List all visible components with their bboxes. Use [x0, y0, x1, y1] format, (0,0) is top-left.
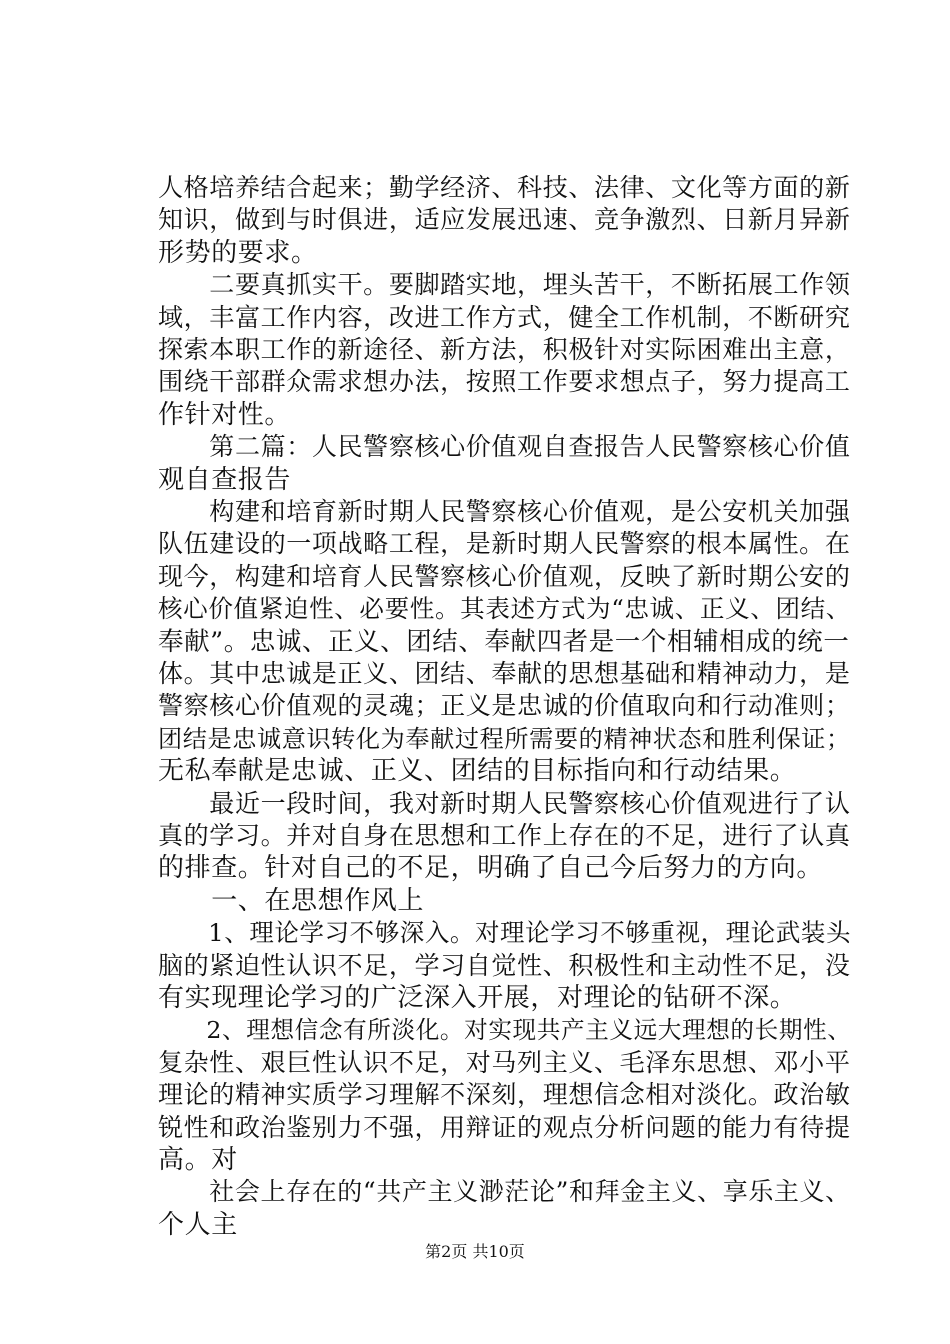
text-line: 形势的要求。 [158, 237, 318, 268]
text-line: 复杂性、艰巨性认识不足，对马列主义、毛泽东思想、邓小平 [158, 1047, 851, 1077]
text-line: 理论的精神实质学习理解不深刻，理想信念相对淡化。政治敏 [158, 1080, 851, 1110]
text-line: 锐性和政治鉴别力不强，用辩证的观点分析问题的能力有待提 [158, 1112, 851, 1142]
text-line: 二要真抓实干。要脚踏实地，埋头苦干，不断拓展工作领 [158, 270, 851, 300]
section-heading: 观自查报告 [158, 464, 292, 495]
text-line: 的排查。针对自己的不足，明确了自己今后努力的方向。 [158, 853, 824, 884]
text-line: 域，丰富工作内容，改进工作方式，健全工作机制，不断研究 [158, 302, 851, 332]
text-line: 队伍建设的一项战略工程，是新时期人民警察的根本属性。在 [158, 529, 851, 559]
text-line: 2、理想信念有所淡化。对实现共产主义远大理想的长期性、 [158, 1016, 852, 1045]
text-line: 高。对 [158, 1145, 238, 1175]
text-line: 围绕干部群众需求想办法，按照工作要求想点子，努力提高工 [158, 367, 851, 397]
text-line: 1、理论学习不够深入。对理论学习不够重视，理论武装头 [158, 918, 852, 948]
text-line: 核心价值紧迫性、必要性。其表述方式为“忠诚、正义、团结、 [158, 594, 851, 624]
text-line: 脑的紧迫性认识不足，学习自觉性、积极性和主动性不足，没 [158, 950, 851, 980]
text-line: 无私奉献是忠诚、正义、团结的目标指向和行动结果。 [158, 756, 797, 787]
section-heading: 第二篇：人民警察核心价值观自查报告人民警察核心价值 [158, 432, 851, 462]
text-line: 社会上存在的“共产主义渺茫论”和拜金主义、享乐主义、 [158, 1177, 851, 1207]
text-line: 作针对性。 [158, 399, 292, 430]
text-line: 知识，做到与时俱进，适应发展迅速、竞争激烈、日新月异新 [158, 205, 851, 235]
text-line: 现今，构建和培育人民警察核心价值观，反映了新时期公安的 [158, 561, 851, 591]
text-line: 奉献”。忠诚、正义、团结、奉献四者是一个相辅相成的统一 [158, 626, 850, 657]
section-heading: 一、在思想作风上 [158, 885, 425, 916]
text-line: 有实现理论学习的广泛深入开展，对理论的钻研不深。 [158, 983, 797, 1013]
text-line: 人格培养结合起来；勤学经济、科技、法律、文化等方面的新 [158, 173, 851, 202]
page-footer: 第2页 共10页 [425, 1242, 525, 1261]
text-line: 体。其中忠诚是正义、团结、奉献的思想基础和精神动力，是 [158, 659, 851, 688]
text-line: 构建和培育新时期人民警察核心价值观，是公安机关加强 [158, 497, 851, 526]
text-line: 团结是忠诚意识转化为奉献过程所需要的精神状态和胜利保证； [158, 724, 851, 753]
text-line: 真的学习。并对自身在思想和工作上存在的不足，进行了认真 [158, 821, 851, 850]
text-line: 个人主 [158, 1209, 238, 1240]
text-line: 警察核心价值观的灵魂；正义是忠诚的价值取向和行动准则； [158, 691, 851, 721]
text-line: 最近一段时间，我对新时期人民警察核心价值观进行了认 [158, 788, 851, 818]
text-line: 探索本职工作的新途径、新方法，积极针对实际困难出主意， [158, 335, 851, 364]
